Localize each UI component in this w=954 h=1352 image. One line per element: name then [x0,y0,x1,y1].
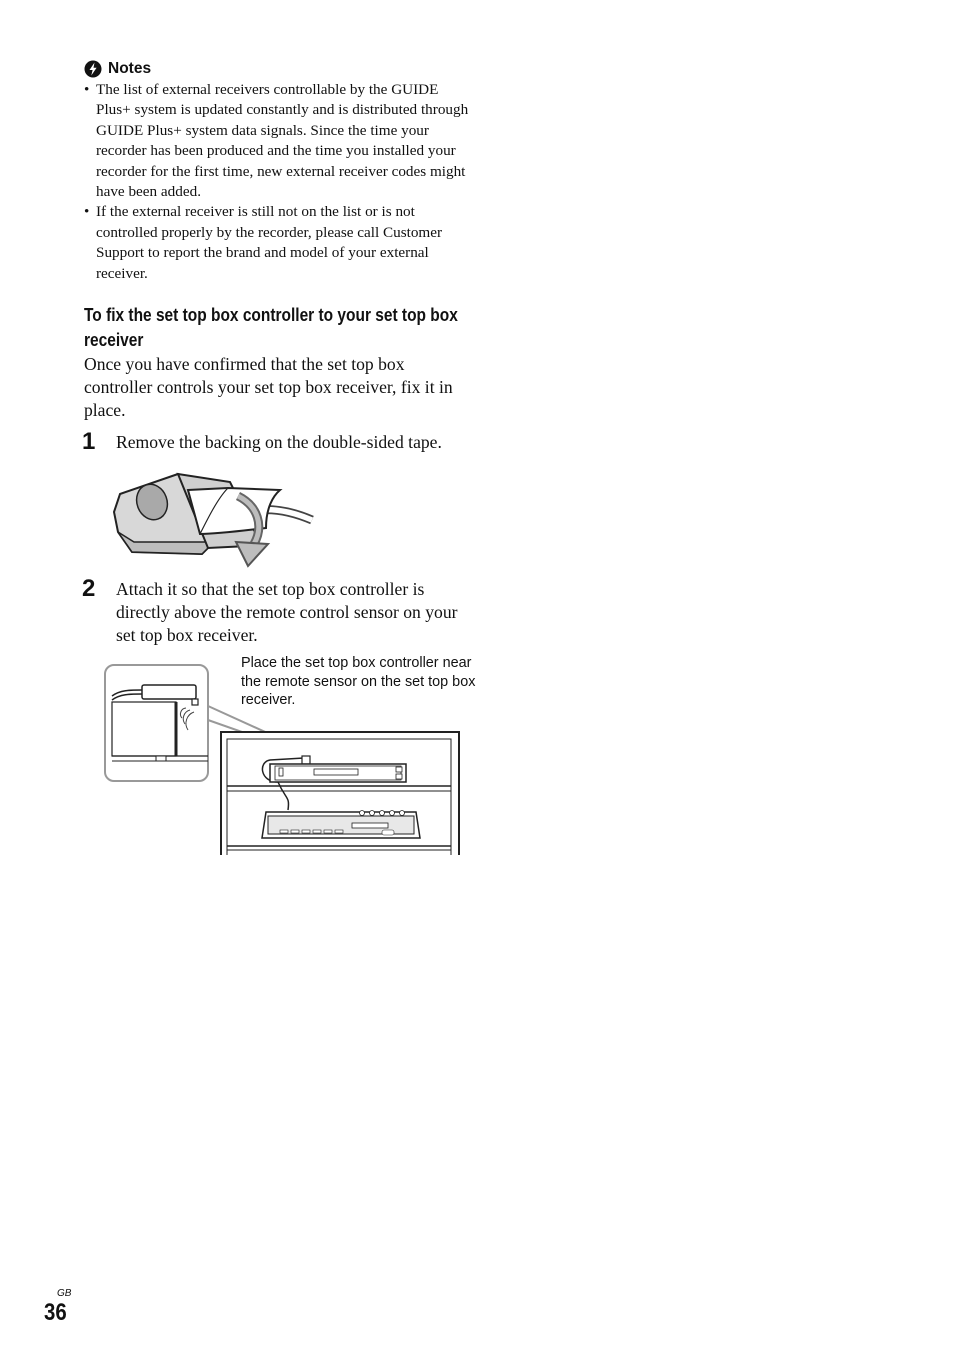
notes-list [84,80,476,284]
note-item: • If the external receiver is still not on the list or is not controlled properly by the recorder, please call Customer Support to report the brand and model of your external receiver. [84,202,476,284]
section-title: To fix the set top box controller to your set top box receiver [84,305,458,350]
page-region-label: GB [57,1288,72,1299]
notes-heading [84,58,151,80]
section-intro: Once you have confirmed that the set top box controller controls your set top box receiver, fix it in place. [84,354,453,420]
notes-icon [84,60,102,78]
step-2-number: 2 [82,575,96,602]
step-1-text: Remove the backing on the double-sided tape. [116,432,442,452]
note-item: • The list of external receivers controllable by the GUIDE Plus+ system is updated constantly and is distributed through GUIDE Plus+ system data signals. Since the time your recorder has been produced and the time you installed your recorder for the first time, new external receiver codes might have been added. [84,80,476,202]
tape-backing-illustration [108,468,314,570]
placement-callout: Place the set top box controller near the remote sensor on the set top box receiver. [241,655,476,709]
step-1-number: 1 [82,428,96,455]
page-number: 36 [44,1299,67,1326]
notes-label: Notes [108,60,152,77]
step-2-text: Attach it so that the set top box controller is directly above the remote control sensor on your set top box receiver. [116,579,458,645]
